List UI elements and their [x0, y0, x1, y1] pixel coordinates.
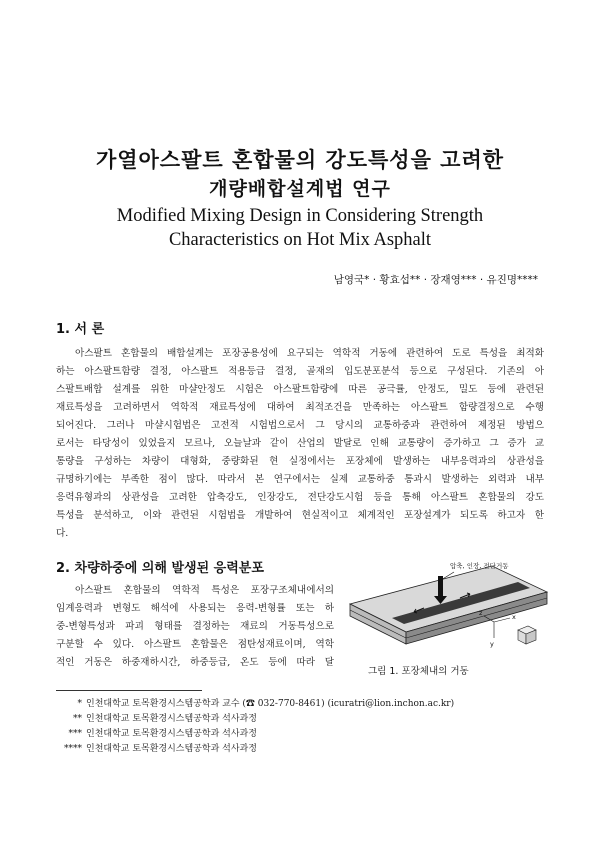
- figure-caption: 그림 1. 포장체내의 거동: [368, 666, 469, 677]
- footnote: [56, 727, 556, 741]
- body-line: 아스팔트 혼합물의 배합설계는 포장공용성에 요구되는 역학적 거동에 관련하여 도로 특성을 최적화: [75, 348, 544, 359]
- title-english-line-1: Modified Mixing Design in Considering Strength: [116, 206, 484, 226]
- pavement-behavior-figure: [342, 552, 552, 662]
- body-line: 통량을 구성하는 차량이 대형화, 중량화된 현 실정에서는 포장체에 발생하는 내부응력과의 상관성을: [56, 456, 544, 467]
- title-korean-line-2: 개량배합설계법 연구: [209, 178, 391, 200]
- body-line: 구분할 수 있다. 아스팔트 혼합물은 점탄성재료이며, 역학: [56, 639, 334, 650]
- section-2-heading: 2. 차량하중에 의해 발생된 응력분포: [56, 561, 264, 576]
- section-1-heading: 1. 서 론: [56, 322, 105, 337]
- body-line: 되어진다. 그러나 마샬시험법은 고전적 시험법으로서 그 당시의 교통하중과 관련하여 제정된 방법으: [56, 420, 544, 431]
- body-line: 특성을 분석하고, 이와 관련된 시험법을 개발하여 현실적이고 체계적인 포장설계가 되도록 하고자 한: [56, 510, 544, 521]
- footnote: [56, 742, 556, 756]
- title-korean-line-1: 가열아스팔트 혼합물의 강도특성을 고려한: [95, 148, 505, 172]
- body-line: 스팔트배합 설계를 위한 마샬안정도 시험은 아스팔트함량에 따른 공극률, 안정도, 밀도 등에 관련된: [56, 384, 544, 395]
- footnote-mark: ****: [64, 744, 82, 754]
- footnote-mark: ***: [68, 729, 82, 739]
- body-line: 규명하기에는 부족한 점이 많다. 따라서 본 연구에서는 실제 교통하중 통과시 발생하는 외력과 내부: [56, 474, 544, 485]
- body-line: 응력유형과의 상관성을 고려한 압축강도, 인장강도, 전단강도시험 등을 통해 아스팔트 혼합물의 강도: [56, 492, 544, 503]
- footnote-divider: [56, 690, 202, 691]
- body-line: 재료특성을 고려하면서 역학적 재료특성에 대하여 최적조건을 만족하는 아스팔트 함량결정으로 수행: [56, 402, 544, 413]
- body-line: 중-변형특성과 파괴 형태를 결정하는 재료의 거동특성으로: [56, 621, 334, 632]
- body-line: 다.: [56, 528, 69, 539]
- footnote: [56, 697, 556, 711]
- figure-label: 압축, 인장, 전단거동: [450, 562, 509, 570]
- body-line: 로서는 타당성이 있었을지 모르나, 오늘날과 같이 산업의 발달로 인해 교통량이 증가하고 그 증가 교: [56, 438, 544, 449]
- footnote-text: 인천대학교 토목환경시스템공학과 석사과정: [86, 744, 257, 754]
- title-english-line-2: Characteristics on Hot Mix Asphalt: [168, 230, 432, 250]
- author-list: 남영국* · 황효섭** · 장재영*** · 유진명****: [333, 274, 538, 286]
- footnote-text: 인천대학교 토목환경시스템공학과 석사과정: [86, 729, 257, 739]
- footnote-mark: *: [77, 699, 82, 709]
- body-line: 적인 거동은 하중재하시간, 하중등급, 온도 등에 따라 달: [56, 657, 334, 668]
- body-line: 하는 아스팔트함량 결정, 아스팔트 적용등급 결정, 골재의 입도분포분석 등으로 구성된다. 기존의 아: [56, 366, 544, 377]
- axis-label: y: [490, 640, 494, 648]
- body-line: 아스팔트 혼합물의 역학적 특성은 포장구조체내에서의: [75, 585, 334, 596]
- axis-label: z: [479, 609, 483, 617]
- footnote-text: 인천대학교 토목환경시스템공학과 교수 (☎ 032-770-8461) (icuratri@lion.inchon.ac.kr): [86, 699, 455, 709]
- footnote-mark: **: [73, 714, 82, 724]
- footnote: [56, 712, 556, 726]
- body-line: 임계응력과 변형도 해석에 사용되는 응력-변형률 또는 하: [56, 603, 334, 614]
- axis-label: x: [512, 613, 516, 621]
- footnote-text: 인천대학교 토목환경시스템공학과 석사과정: [86, 714, 257, 724]
